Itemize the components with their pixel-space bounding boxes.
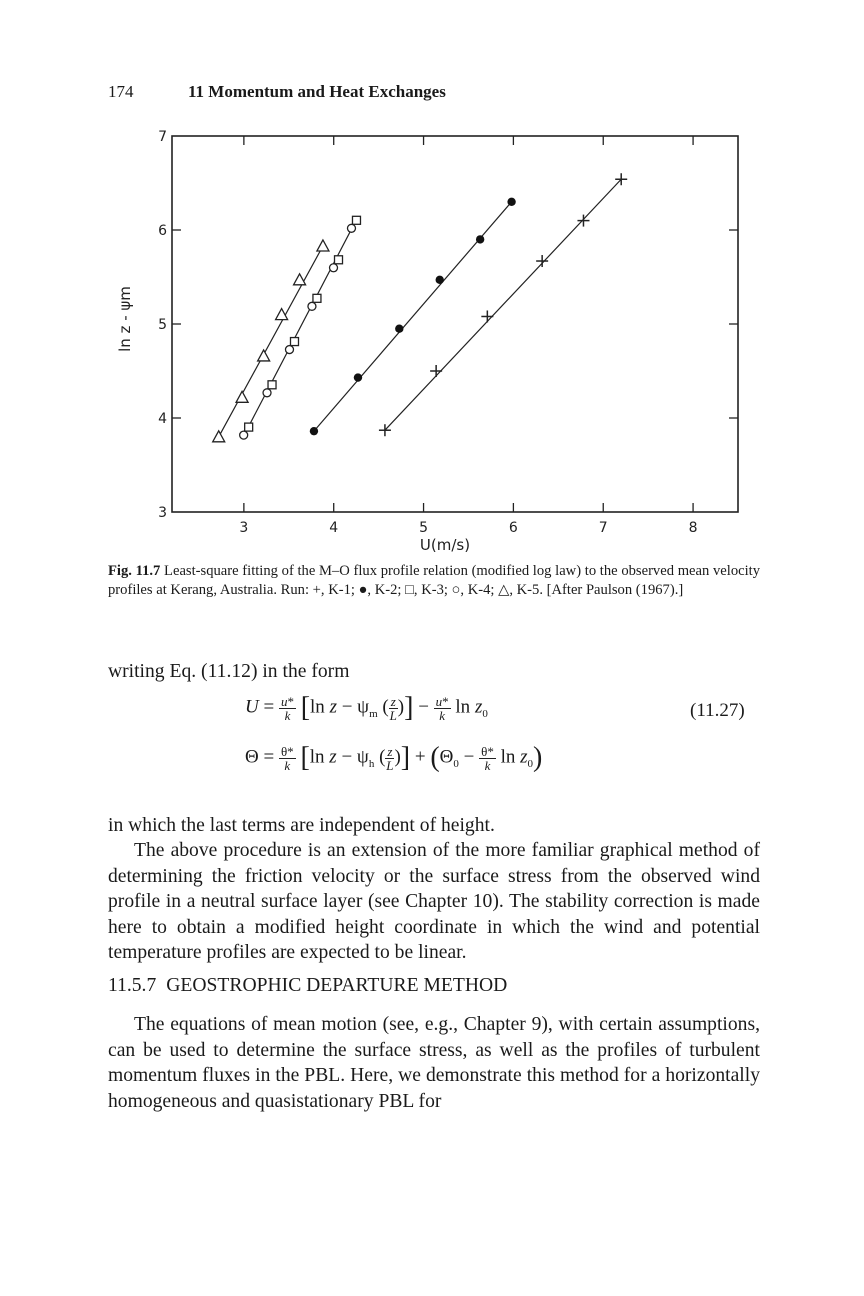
- square-marker: [268, 381, 276, 389]
- triangle-marker: [258, 350, 270, 361]
- section-heading: [108, 975, 507, 997]
- x-tick-label: 6: [508, 520, 518, 536]
- y-tick-label: 6: [158, 223, 167, 239]
- axis-ticks: [172, 136, 738, 512]
- x-tick-label: 3: [239, 520, 249, 536]
- geostrophic-paragraph: The equations of mean motion (see, e.g., Chapter 9), with certain assumptions, can be used to determine the surface stress, as well as the profiles of turbulent momentum fluxes in the PBL. Here, we demonstrate this method for a horizontally homogeneous and quasistationary PBL for: [108, 1014, 760, 1112]
- circle-marker: [330, 264, 338, 272]
- dot-marker: [436, 276, 444, 284]
- circle-marker: [285, 346, 293, 354]
- dot-marker: [395, 325, 403, 333]
- x-tick-label: 4: [329, 520, 339, 536]
- dot-marker: [507, 198, 515, 206]
- dot-marker: [310, 427, 318, 435]
- circle-marker: [308, 302, 316, 310]
- x-tick-label: 7: [598, 520, 608, 536]
- after-equation-text: in which the last terms are independent of height.: [108, 815, 495, 836]
- triangle-marker: [317, 240, 329, 251]
- circle-marker: [347, 224, 355, 232]
- dot-marker: [476, 235, 484, 243]
- procedure-paragraph: The above procedure is an extension of the more familiar graphical method of determining the friction velocity or the surface stress from the observed wind profile in a neutral surface layer (see Chapter 10). The stability correction is made here to obtain a modified height coordinate in which the wind and potential temperature profiles are expected to be linear.: [108, 840, 760, 963]
- y-tick-label: 3: [158, 505, 167, 521]
- triangle-marker: [236, 391, 248, 402]
- y-tick-label: 7: [158, 129, 167, 145]
- square-marker: [245, 423, 253, 431]
- dot-marker: [354, 373, 362, 381]
- square-marker: [335, 256, 343, 264]
- triangle-marker: [213, 431, 225, 442]
- eq1-lhs: U: [245, 696, 259, 718]
- chapter-title: 11 Momentum and Heat Exchanges: [188, 82, 446, 101]
- x-tick-label: 8: [688, 520, 698, 536]
- caption-text: Least-square fitting of the M–O flux profile relation (modified log law) to the observed mean velocity profiles at Kerang, Australia. Run: +, K-1; ●, K-2; □, K-3; ○, K-4; △, K-5. [After Paulson (1967).]: [108, 563, 760, 598]
- y-tick-label: 4: [158, 411, 167, 427]
- plot-frame: [172, 136, 738, 512]
- square-marker: [352, 216, 360, 224]
- section-title: GEOSTROPHIC DEPARTURE METHOD: [166, 975, 508, 996]
- equation-number: (11.27): [690, 700, 745, 721]
- y-axis-label: ln z - ψm: [116, 286, 134, 352]
- figure-caption: [108, 562, 760, 600]
- fit-lines: [219, 179, 621, 437]
- page-header: [108, 82, 446, 102]
- caption-label: Fig. 11.7: [108, 563, 161, 579]
- intro-text: writing Eq. (11.12) in the form: [108, 661, 350, 682]
- equation-temperature: Θ = $\frac{\theta*}{k}$ [ln $z - \psi_h$ ( $\frac{z}{L}$ )] + ($\Theta_0$ − $\frac{\theta*}{k}$ $\ln z_0$): [245, 742, 543, 773]
- circle-marker: [240, 431, 248, 439]
- eq2-lhs: Θ: [245, 746, 259, 768]
- equation-wind: U = $\frac{u*}{k}$ [ln $z - \psi_m$ ( $\frac{z}{L}$ )] − $\frac{u*}{k}$ $\ln z_0$: [245, 692, 488, 723]
- page-number: 174: [108, 82, 134, 101]
- section-number: 11.5.7: [108, 975, 157, 996]
- fit-line: [219, 246, 323, 437]
- axis-labels: [116, 129, 698, 554]
- square-marker: [290, 338, 298, 346]
- fit-line: [385, 179, 621, 430]
- figure-11-7-chart: [110, 128, 750, 558]
- x-tick-label: 5: [419, 520, 429, 536]
- plot-border: [172, 136, 738, 512]
- triangle-marker: [294, 274, 306, 285]
- x-axis-label: U(m/s): [419, 536, 471, 554]
- square-marker: [313, 294, 321, 302]
- y-tick-label: 5: [158, 317, 167, 333]
- circle-marker: [263, 389, 271, 397]
